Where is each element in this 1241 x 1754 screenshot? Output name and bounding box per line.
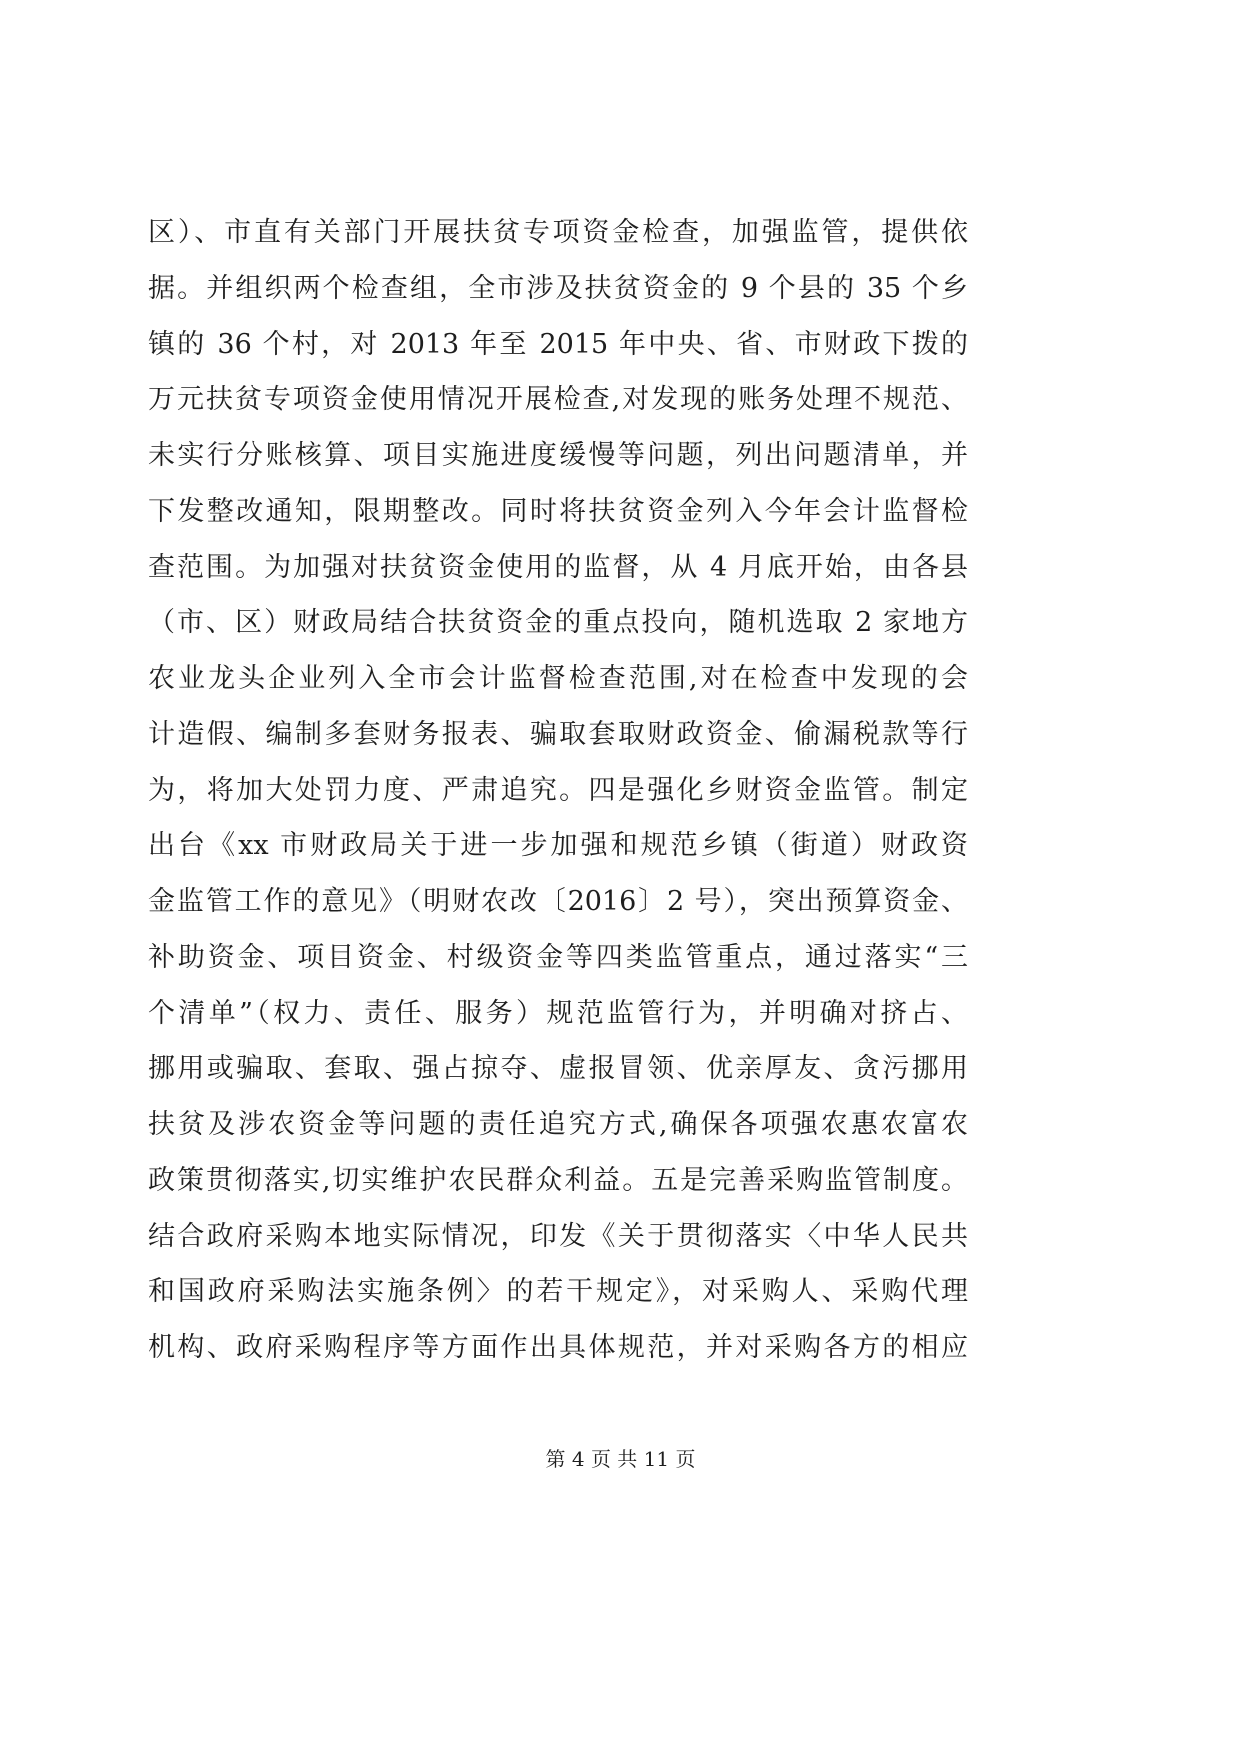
body-line: 和国政府采购法实施条例〉的若干规定》，对采购人、采购代理 xyxy=(148,1276,968,1308)
body-line: 农业龙头企业列入全市会计监督检查范围,对在检查中发现的会 xyxy=(148,663,968,694)
body-line: 挪用或骗取、套取、强占掠夺、虚报冒领、优亲厚友、贪污挪用 xyxy=(148,1053,968,1085)
body-line: 未实行分账核算、项目实施进度缓慢等问题，列出问题清单，并 xyxy=(148,440,968,471)
body-line: 查范围。为加强对扶贫资金使用的监督，从 4 月底开始，由各县 xyxy=(148,551,968,583)
body-line: 扶贫及涉农资金等问题的责任追究方式,确保各项强农惠农富农 xyxy=(148,1109,968,1140)
body-line: （市、区）财政局结合扶贫资金的重点投向，随机选取 2 家地方 xyxy=(148,607,968,639)
body-line: 个清单”（权力、责任、服务）规范监管行为，并明确对挤占、 xyxy=(148,997,968,1029)
body-line: 镇的 36 个村，对 2013 年至 2015 年中央、省、市财政下拨的 xyxy=(148,328,968,360)
page-number-footer: 第 4 页 共 11 页 xyxy=(545,1447,696,1471)
body-line: 计造假、编制多套财务报表、骗取套取财政资金、偷漏税款等行 xyxy=(148,718,968,750)
body-line: 下发整改通知，限期整改。同时将扶贫资金列入今年会计监督检 xyxy=(148,495,968,527)
body-line: 区）、市直有关部门开展扶贫专项资金检查，加强监管，提供依 xyxy=(148,217,968,248)
body-line: 出台《xx 市财政局关于进一步加强和规范乡镇（街道）财政资 xyxy=(148,830,968,862)
body-line: 机构、政府采购程序等方面作出具体规范，并对采购各方的相应 xyxy=(148,1332,968,1363)
body-line: 为，将加大处罚力度、严肃追究。四是强化乡财资金监管。制定 xyxy=(148,774,968,806)
body-line: 结合政府采购本地实际情况，印发《关于贯彻落实〈中华人民共 xyxy=(148,1220,968,1252)
body-line: 据。并组织两个检查组，全市涉及扶贫资金的 9 个县的 35 个乡 xyxy=(148,272,968,304)
body-line: 万元扶贫专项资金使用情况开展检查,对发现的账务处理不规范、 xyxy=(148,384,968,416)
body-text xyxy=(148,205,968,1376)
body-line: 金监管工作的意见》（明财农改〔2016〕2 号），突出预算资金、 xyxy=(148,886,968,917)
body-line: 政策贯彻落实,切实维护农民群众利益。五是完善采购监管制度。 xyxy=(148,1164,968,1196)
body-line: 补助资金、项目资金、村级资金等四类监管重点，通过落实“三 xyxy=(148,941,968,973)
